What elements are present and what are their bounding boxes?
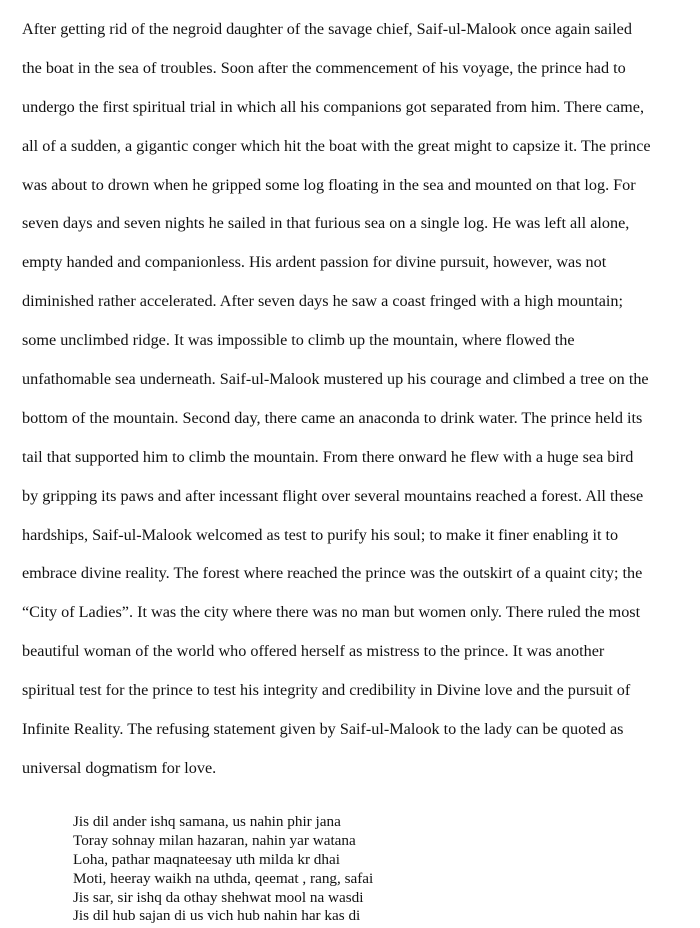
verse-line: Moti, heeray waikh na uthda, qeemat , rang, safai <box>73 869 374 887</box>
paragraph-line: empty handed and companionless. His ardent passion for divine pursuit, however, was not <box>22 253 607 272</box>
paragraph-line: spiritual test for the prince to test his integrity and credibility in Divine love and the pursuit of <box>22 681 631 700</box>
paragraph-line: undergo the first spiritual trial in which all his companions got separated from him. There came, <box>22 97 645 116</box>
verse-line: Toray sohnay milan hazaran, nahin yar watana <box>73 831 356 849</box>
verse-block <box>73 813 373 926</box>
paragraph-line: Infinite Reality. The refusing statement given by Saif-ul-Malook to the lady can be quoted as <box>22 720 624 739</box>
paragraph-line: “City of Ladies”. It was the city where there was no man but women only. There ruled the most <box>22 603 641 622</box>
paragraph-line: tail that supported him to climb the mountain. From there onward he flew with a huge sea bird <box>22 447 634 466</box>
paragraph-line: diminished rather accelerated. After seven days he saw a coast fringed with a high mountain; <box>22 292 623 311</box>
paragraph-line: was about to drown when he gripped some log floating in the sea and mounted on that log. For <box>22 175 636 194</box>
paragraph-line: beautiful woman of the world who offered herself as mistress to the prince. It was another <box>22 642 605 661</box>
paragraph-line: unfathomable sea underneath. Saif-ul-Malook mustered up his courage and climbed a tree on the <box>22 370 649 389</box>
verse-line: Jis dil ander ishq samana, us nahin phir jana <box>73 813 341 830</box>
paragraph-line: all of a sudden, a gigantic conger which hit the boat with the great might to capsize it. The prince <box>22 136 651 155</box>
body-paragraph <box>22 17 692 795</box>
paragraph-line: bottom of the mountain. Second day, there came an anaconda to drink water. The prince held its <box>22 408 643 427</box>
paragraph-line: embrace divine reality. The forest where reached the prince was the outskirt of a quaint city; the <box>22 564 643 583</box>
paragraph-line: by gripping its paws and after incessant flight over several mountains reached a forest. All these <box>22 486 644 505</box>
verse-line: Jis sar, sir ishq da othay shehwat mool na wasdi <box>73 888 364 906</box>
paragraph-line: hardships, Saif-ul-Malook welcomed as test to purify his soul; to make it finer enabling it to <box>22 525 619 544</box>
paragraph-line: seven days and seven nights he sailed in that furious sea on a single log. He was left all alone, <box>22 214 630 233</box>
paragraph-line: After getting rid of the negroid daughter of the savage chief, Saif-ul-Malook once again sailed <box>22 20 632 38</box>
paragraph-line: the boat in the sea of troubles. Soon after the commencement of his voyage, the prince had to <box>22 58 626 77</box>
verse-line: Loha, pathar maqnateesay uth milda kr dhai <box>73 850 340 868</box>
paragraph-line: universal dogmatism for love. <box>22 758 217 777</box>
paragraph-line: some unclimbed ridge. It was impossible to climb up the mountain, where flowed the <box>22 331 575 350</box>
verse-line: Jis dil hub sajan di us vich hub nahin har kas di <box>73 907 361 925</box>
